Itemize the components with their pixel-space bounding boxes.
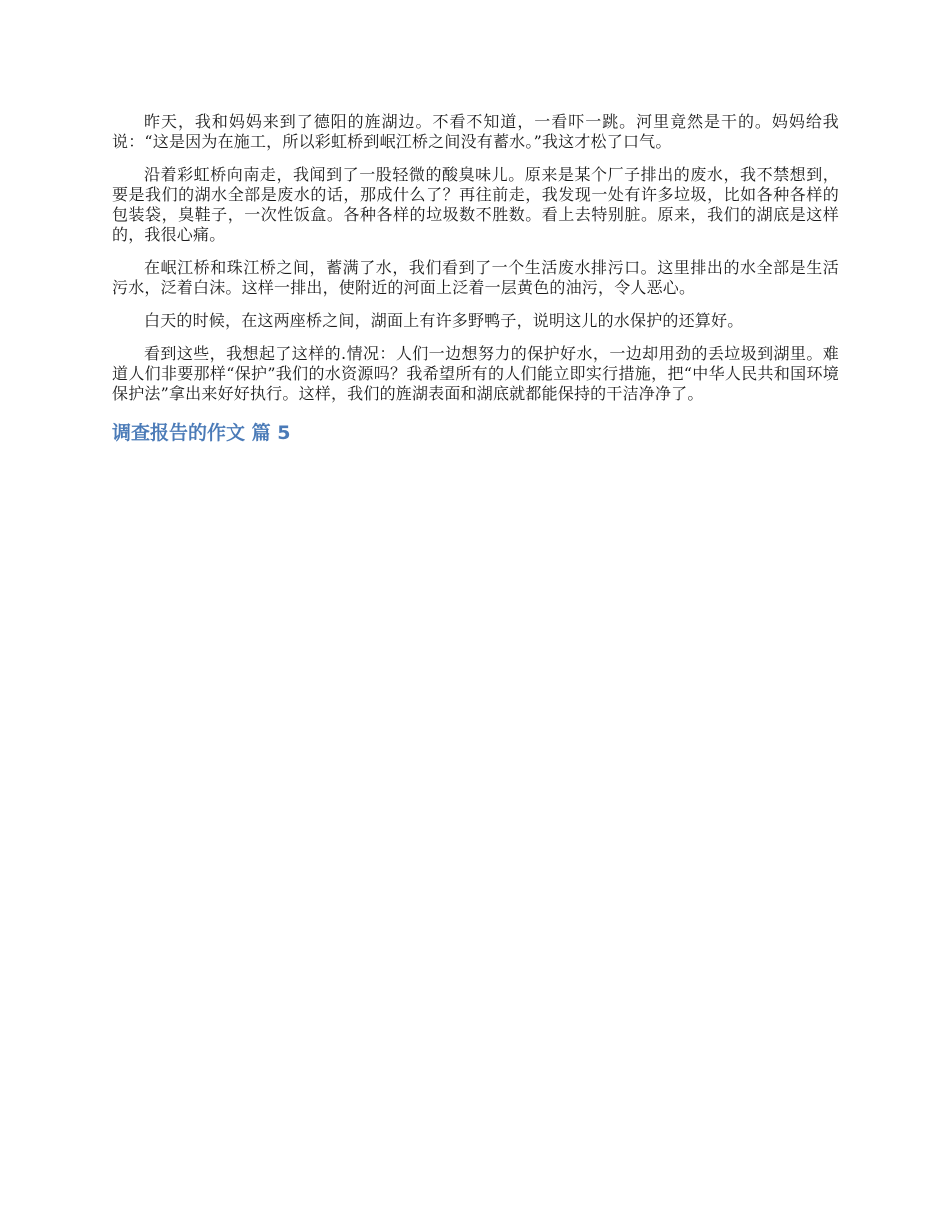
paragraph-1: 昨天，我和妈妈来到了德阳的旌湖边。不看不知道，一看吓一跳。河里竟然是干的。妈妈给我说：“这是因为在施工，所以彩虹桥到岷江桥之间没有蓄水。”我这才松了口气。 <box>112 112 839 151</box>
paragraph-4: 白天的时候，在这两座桥之间，湖面上有许多野鸭子，说明这儿的水保护的还算好。 <box>144 311 744 330</box>
paragraph-2: 沿着彩虹桥向南走，我闻到了一股轻微的酸臭味儿。原来是某个厂子排出的废水，我不禁想到，要是我们的湖水全部是废水的话，那成什么了？再往前走，我发现一处有许多垃圾，比如各种各样的包装袋，臭鞋子，一次性饭盒。各种各样的垃圾数不胜数。看上去特别脏。原来，我们的湖底是这样的，我很心痛。 <box>112 165 839 244</box>
section-heading: 调查报告的作文 篇 5 <box>112 422 291 444</box>
paragraph-5: 看到这些，我想起了这样的.情况：人们一边想努力的保护好水，一边却用劲的丢垃圾到湖里。难道人们非要那样“保护”我们的水资源吗？我希望所有的人们能立即实行措施，把“中华人民共和国环境保护法”拿出来好好执行。这样，我们的旌湖表面和湖底就都能保持的干洁净净了。 <box>112 344 839 403</box>
document-page <box>112 112 839 445</box>
paragraph-3: 在岷江桥和珠江桥之间，蓄满了水，我们看到了一个生活废水排污口。这里排出的水全部是生活污水，泛着白沫。这样一排出，使附近的河面上泛着一层黄色的油污，令人恶心。 <box>112 258 839 297</box>
